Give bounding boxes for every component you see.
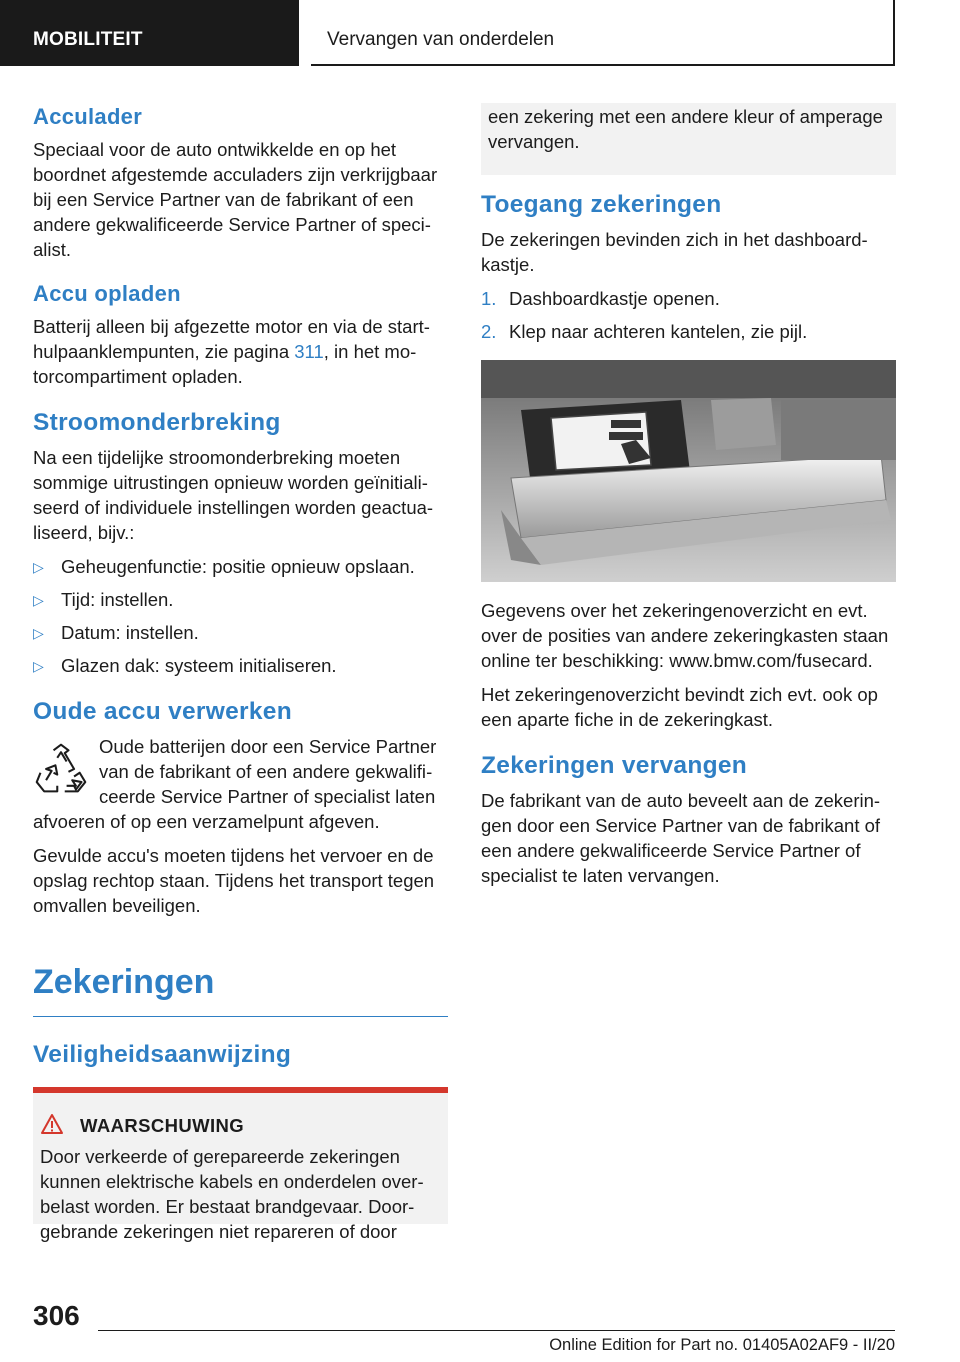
power-interruption-heading: Stroomonderbreking — [33, 409, 281, 436]
charging-text — [33, 314, 448, 389]
list-item — [481, 286, 896, 311]
chapter-tab — [0, 0, 299, 66]
warning-label: WAARSCHUWING — [80, 1115, 245, 1136]
list-item — [33, 620, 448, 645]
access-steps — [481, 286, 896, 344]
access-text-after-1: Gegevens over het zekeringenoverzicht en evt. over de posities van andere zekeringkasten staan online ter beschikking: www.bmw.com/fusecard. — [481, 600, 889, 671]
access-heading: Toegang zekeringen — [481, 191, 722, 218]
step-number: 1. — [481, 288, 497, 309]
disposal-heading: Oude accu verwerken — [33, 698, 292, 725]
warning-box-continued — [481, 103, 896, 175]
disposal-block — [33, 734, 448, 834]
page-number: 306 — [33, 1300, 80, 1331]
list-item — [33, 653, 448, 678]
page-link-311[interactable]: 311 — [294, 341, 324, 362]
access-text: De zekeringen bevinden zich in het dashboardkastje. — [481, 229, 868, 275]
list-item-text: Glazen dak: systeem initialiseren. — [61, 655, 337, 676]
right-column — [481, 103, 896, 897]
fuses-chapter-title: Zekeringen — [33, 962, 448, 1017]
section-header — [311, 0, 895, 66]
list-item — [481, 319, 896, 344]
footer-edition: Online Edition for Part no. 01405A02AF9 - II/20 — [549, 1336, 895, 1354]
charging-text-after: , in het motorcompartiment opladen. — [33, 341, 417, 387]
triangle-bullet-icon: ▷ — [33, 592, 44, 608]
safety-heading: Veiligheidsaanwijzing — [33, 1041, 292, 1068]
list-item-text: Geheugenfunctie: positie opnieuw opslaan. — [61, 556, 415, 577]
section-label: Vervangen van onderdelen — [327, 29, 555, 50]
triangle-bullet-icon: ▷ — [33, 658, 44, 674]
replace-heading: Zekeringen vervangen — [481, 752, 748, 779]
disposal-text-2: Gevulde accu's moeten tijdens het vervoer en de opslag rechtop staan. Tijdens het transport tegen omvallen beveiligen. — [33, 845, 435, 916]
step-number: 2. — [481, 321, 497, 342]
step-text: Dashboardkastje openen. — [509, 288, 720, 309]
list-item-text: Datum: instellen. — [61, 622, 199, 643]
warning-title — [40, 1113, 440, 1138]
triangle-bullet-icon: ▷ — [33, 559, 44, 575]
list-item-text: Tijd: instellen. — [61, 589, 174, 610]
step-text: Klep naar achteren kantelen, zie pijl. — [509, 321, 808, 342]
access-text-after-2: Het zekeringenoverzicht bevindt zich evt. ook op een aparte fiche in de zekeringkast. — [481, 684, 878, 730]
power-interruption-list — [33, 554, 448, 678]
warning-triangle-icon — [40, 1113, 64, 1135]
charging-text-before: Batterij alleen bij afgezette motor en via de starthulpaanklempunten, zie pagina — [33, 316, 430, 362]
glovebox-photo — [481, 360, 896, 582]
replace-text: De fabrikant van de auto beveelt aan de zekeringen door een Service Partner van de fabrikant of een andere gekwalificeerde Service Partner of specialist te laten vervangen. — [481, 790, 881, 886]
list-item — [33, 587, 448, 612]
chapter-label: MOBILITEIT — [33, 29, 143, 50]
disposal-text-1: Oude batterijen door een Service Partner van de fabrikant of een andere gekwalificeerde Service Partner of specialist laten afvoeren of op een verzamelpunt afgeven. — [33, 736, 437, 832]
power-interruption-text: Na een tijdelijke stroomonderbreking moeten sommige uitrustingen opnieuw worden geïnitialiseerd of individuele instellingen worden geactualiseerd, bijv.: — [33, 447, 434, 543]
recycle-icon — [33, 740, 89, 798]
warning-text-continued: een zekering met een andere kleur of amperage vervangen. — [488, 106, 883, 152]
footer-divider — [98, 1330, 895, 1331]
triangle-bullet-icon: ▷ — [33, 625, 44, 641]
charger-text: Speciaal voor de auto ontwikkelde en op het boordnet afgestemde acculaders zijn verkrijgbaar bij een Service Partner van de fabrikant of een andere gekwalificeerde Service Partner of specialist. — [33, 139, 438, 260]
warning-text: Door verkeerde of gerepareerde zekeringen kunnen elektrische kabels en onderdelen overbelast worden. Er bestaat brandgevaar. Doorgebrande zekeringen niet repareren of door — [40, 1146, 424, 1242]
charging-heading: Accu opladen — [33, 281, 181, 306]
left-column — [33, 103, 448, 1242]
charger-heading: Acculader — [33, 104, 143, 129]
warning-box — [33, 1087, 448, 1242]
list-item — [33, 554, 448, 579]
